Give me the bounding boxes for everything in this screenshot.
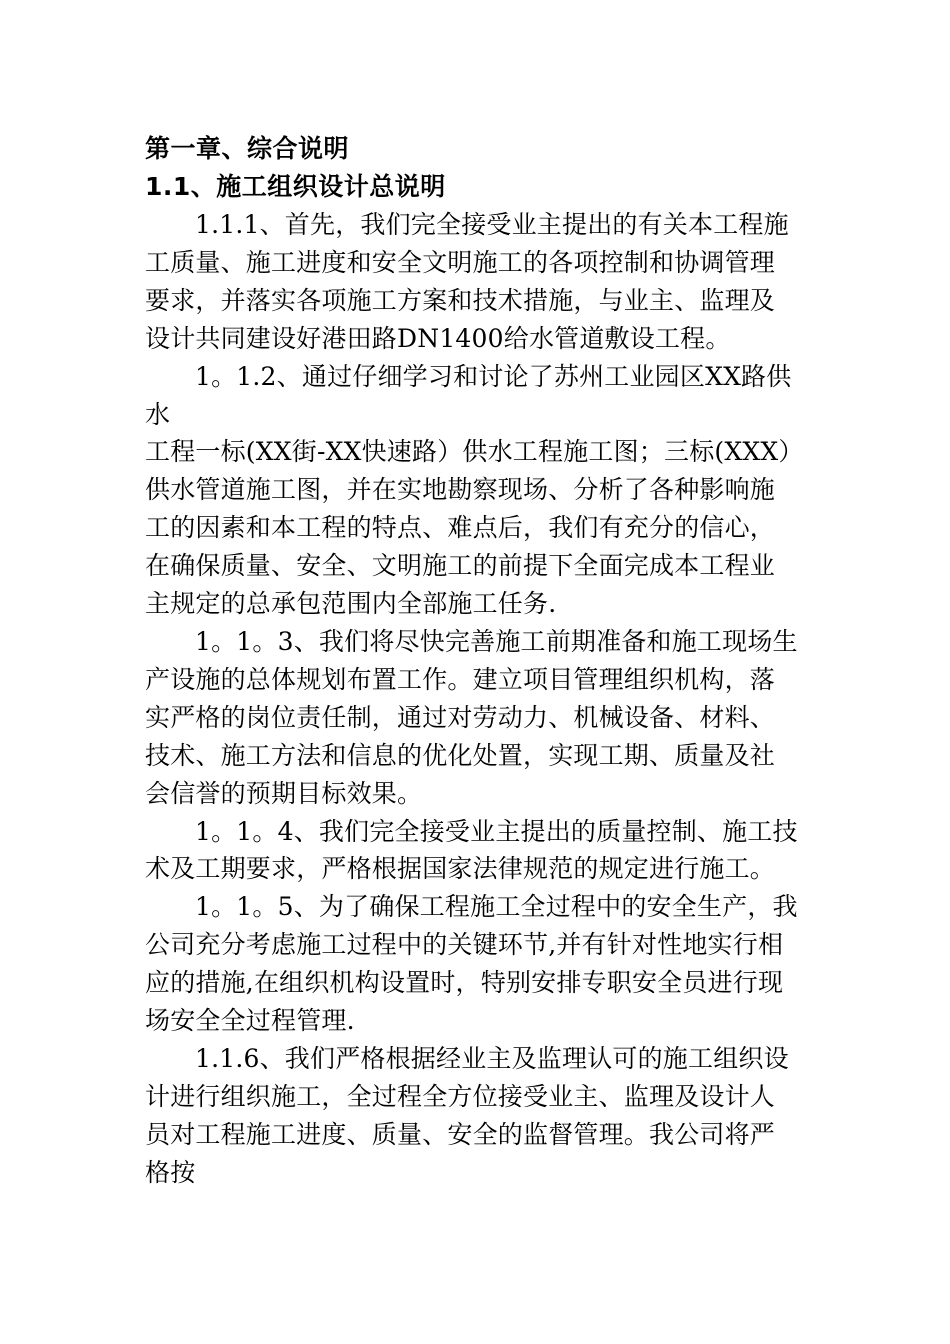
section-title: 1.1、施工组织设计总说明	[145, 172, 446, 201]
paragraph-line: 1。1。4、我们完全接受业主提出的质量控制、施工技	[195, 816, 798, 846]
paragraph-1-1-1	[145, 206, 813, 358]
paragraph-line: 1.1.1、首先，我们完全接受业主提出的有关本工程施	[195, 210, 789, 239]
chapter-title: 第一章、综合说明	[145, 134, 350, 163]
paragraph-line: 要求，并落实各项施工方案和技术措施，与业主、监理及	[145, 285, 776, 315]
paragraph-line: 主规定的总承包范围内全部施工任务.	[145, 589, 557, 619]
paragraph-line: 1。1。3、我们将尽快完善施工前期准备和施工现场生	[195, 626, 798, 656]
paragraph-line: 工质量、施工进度和安全文明施工的各项控制和协调管理	[145, 247, 776, 277]
paragraph-line: 应的措施,在组织机构设置时，特别安排专职安全员进行现	[145, 968, 784, 998]
paragraph-line: 在确保质量、安全、文明施工的前提下全面完成本工程业	[145, 551, 776, 581]
paragraph-line: 1。1。5、为了确保工程施工全过程中的安全生产，我	[195, 892, 798, 922]
paragraph-line: 术及工期要求，严格根据国家法律规范的规定进行施工。	[145, 854, 776, 884]
paragraph-1-1-4	[145, 813, 813, 889]
paragraph-line: 设计共同建设好港田路DN1400给水管道敷设工程。	[145, 323, 731, 353]
paragraph-line: 场安全全过程管理.	[145, 1006, 355, 1036]
paragraph-line: 计进行组织施工，全过程全方位接受业主、监理及设计人	[145, 1081, 776, 1111]
paragraph-1-1-3	[145, 623, 813, 813]
paragraph-line: 1。1.2、通过仔细学习和讨论了苏州工业园区XX路供	[195, 361, 792, 391]
paragraph-1-1-5	[145, 888, 813, 1040]
paragraph-line: 工程一标(XX街-XX快速路）供水工程施工图；三标(XXX）	[145, 437, 804, 467]
document-body	[145, 130, 813, 1192]
paragraph-line: 工的因素和本工程的特点、难点后，我们有充分的信心，	[145, 513, 776, 543]
paragraph-line: 公司充分考虑施工过程中的关键环节,并有针对性地实行相	[145, 930, 784, 960]
paragraph-line: 会信誉的预期目标效果。	[145, 778, 423, 808]
paragraph-1-1-6	[145, 1040, 813, 1192]
paragraph-line: 供水管道施工图，并在实地勘察现场、分析了各种影响施	[145, 475, 776, 505]
paragraph-line: 水	[145, 399, 171, 429]
paragraph-line: 实严格的岗位责任制，通过对劳动力、机械设备、材料、	[145, 702, 776, 732]
paragraph-1-1-2	[145, 358, 813, 623]
paragraph-line: 技术、施工方法和信息的优化处置，实现工期、质量及社	[145, 740, 776, 770]
paragraph-line: 格按	[145, 1157, 196, 1187]
paragraph-line: 产设施的总体规划布置工作。建立项目管理组织机构，落	[145, 664, 776, 694]
paragraph-line: 员对工程施工进度、质量、安全的监督管理。我公司将严	[145, 1119, 776, 1149]
paragraph-line: 1.1.6、我们严格根据经业主及监理认可的施工组织设	[195, 1043, 789, 1073]
